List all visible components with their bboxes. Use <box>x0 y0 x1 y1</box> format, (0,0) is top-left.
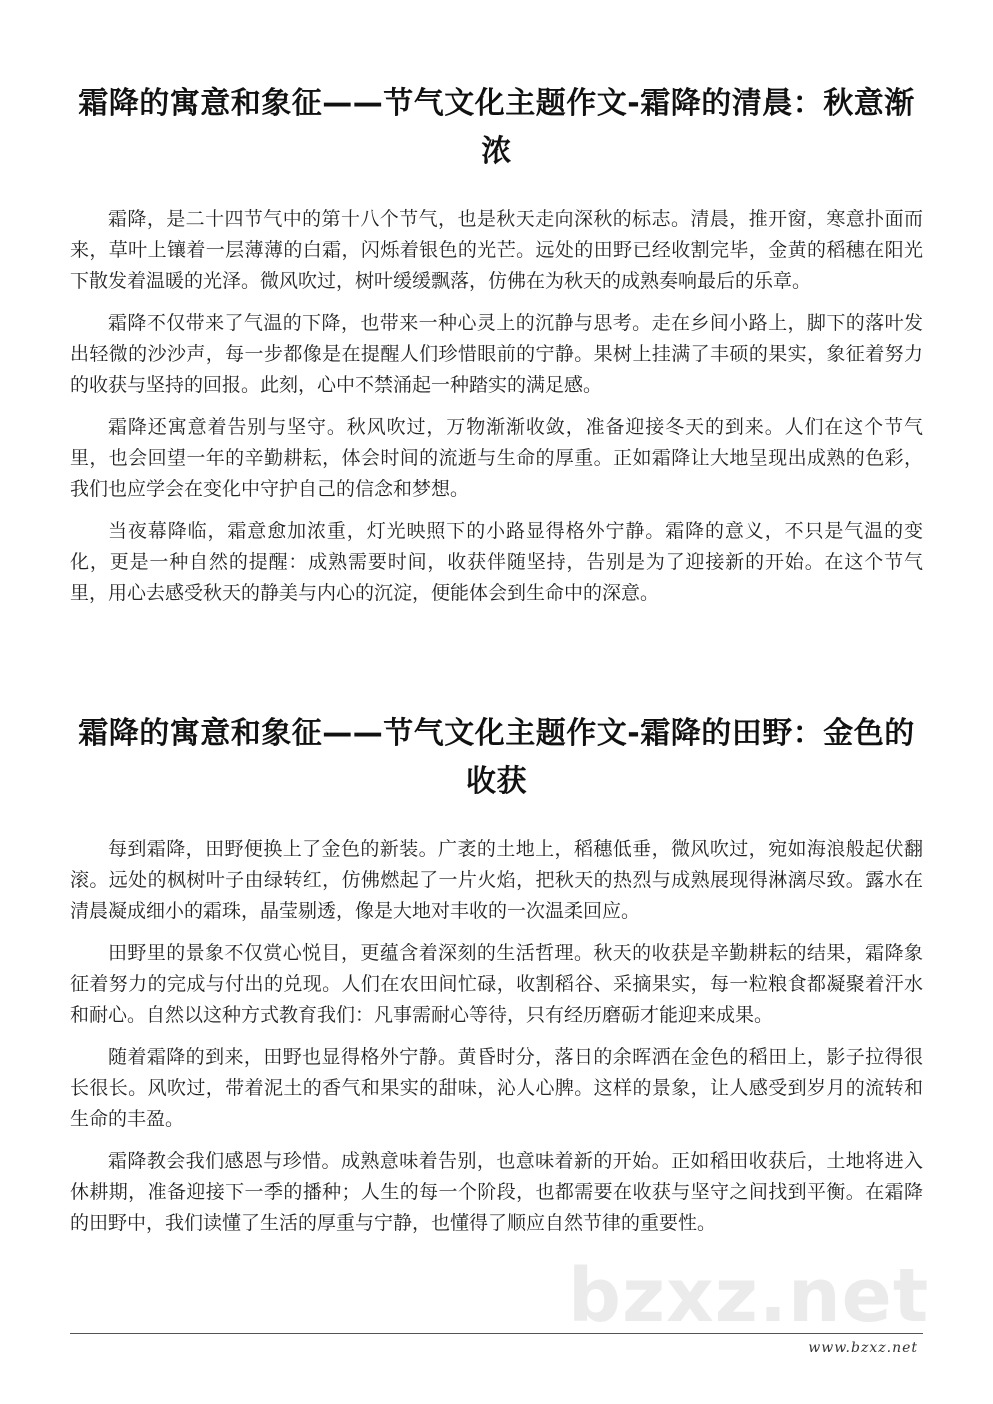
essay-section-fields <box>70 710 923 1250</box>
essay-paragraph: 霜降，是二十四节气中的第十八个节气，也是秋天走向深秋的标志。清晨，推开窗，寒意扑面而来，草叶上镶着一层薄薄的白霜，闪烁着银色的光芒。远处的田野已经收割完毕，金黄的稻穗在阳光下散发着温暖的光泽。微风吹过，树叶缓缓飘落，仿佛在为秋天的成熟奏响最后的乐章。 <box>70 208 923 292</box>
essay-paragraph: 每到霜降，田野便换上了金色的新装。广袤的土地上，稻穗低垂，微风吹过，宛如海浪般起伏翻滚。远处的枫树叶子由绿转红，仿佛燃起了一片火焰，把秋天的热烈与成熟展现得淋漓尽致。露水在清晨凝成细小的霜珠，晶莹剔透，像是大地对丰收的一次温柔回应。 <box>70 838 923 922</box>
essay-section-morning <box>70 80 923 620</box>
footer-divider <box>70 1333 923 1334</box>
essay-paragraph: 田野里的景象不仅赏心悦目，更蕴含着深刻的生活哲理。秋天的收获是辛勤耕耘的结果，霜降象征着努力的完成与付出的兑现。人们在农田间忙碌，收割稻谷、采摘果实，每一粒粮食都凝聚着汗水和耐心。自然以这种方式教育我们：凡事需耐心等待，只有经历磨砺才能迎来成果。 <box>70 942 923 1026</box>
essay-title: 霜降的寓意和象征——节气文化主题作文-霜降的田野：金色的收获 <box>78 716 915 799</box>
essay-paragraph: 霜降还寓意着告别与坚守。秋风吹过，万物渐渐收敛，准备迎接冬天的到来。人们在这个节气里，也会回望一年的辛勤耕耘，体会时间的流逝与生命的厚重。正如霜降让大地呈现出成熟的色彩，我们也应学会在变化中守护自己的信念和梦想。 <box>70 416 923 500</box>
essay-paragraph: 随着霜降的到来，田野也显得格外宁静。黄昏时分，落日的余晖洒在金色的稻田上，影子拉得很长很长。风吹过，带着泥土的香气和果实的甜味，沁人心脾。这样的景象，让人感受到岁月的流转和生命的丰盈。 <box>70 1046 923 1130</box>
essay-title: 霜降的寓意和象征——节气文化主题作文-霜降的清晨：秋意渐浓 <box>78 86 915 169</box>
site-watermark: bzxz.net <box>568 1253 930 1339</box>
footer-url-link[interactable]: www.bzxz.net <box>808 1340 918 1356</box>
essay-paragraph: 霜降教会我们感恩与珍惜。成熟意味着告别，也意味着新的开始。正如稻田收获后，土地将进入休耕期，准备迎接下一季的播种；人生的每一个阶段，也都需要在收获与坚守之间找到平衡。在霜降的田野中，我们读懂了生活的厚重与宁静，也懂得了顺应自然节律的重要性。 <box>70 1150 923 1234</box>
essay-paragraph: 霜降不仅带来了气温的下降，也带来一种心灵上的沉静与思考。走在乡间小路上，脚下的落叶发出轻微的沙沙声，每一步都像是在提醒人们珍惜眼前的宁静。果树上挂满了丰硕的果实，象征着努力的收获与坚持的回报。此刻，心中不禁涌起一种踏实的满足感。 <box>70 312 923 396</box>
essay-paragraph: 当夜幕降临，霜意愈加浓重，灯光映照下的小路显得格外宁静。霜降的意义，不只是气温的变化，更是一种自然的提醒：成熟需要时间，收获伴随坚持，告别是为了迎接新的开始。在这个节气里，用心去感受秋天的静美与内心的沉淀，便能体会到生命中的深意。 <box>70 520 923 604</box>
